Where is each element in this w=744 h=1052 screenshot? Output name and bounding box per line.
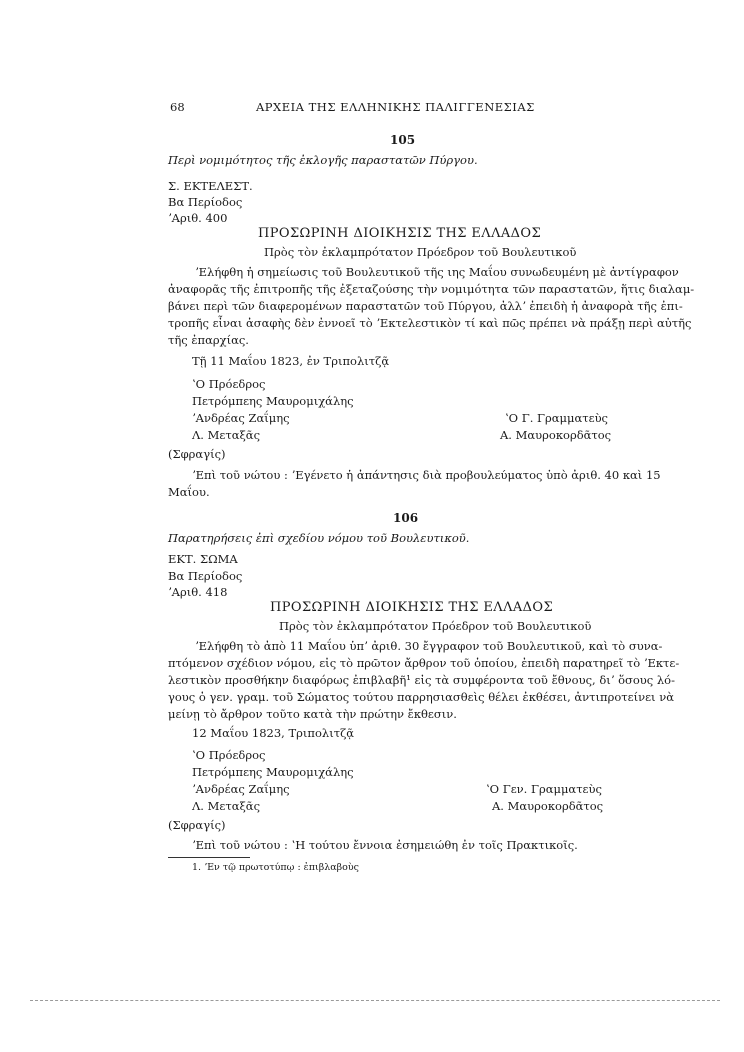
date-line: Τῇ 11 Μαΐου 1823, ἐν Τριπολιτζᾷ <box>192 354 390 368</box>
seal-mark: (Σφραγίς) <box>168 447 226 461</box>
sender-line: ΕΚΤ. ΣΩΜΑ <box>168 552 238 566</box>
body-line: μείνῃ τὸ ἄρθρον τοῦτο κατὰ τὴν πρώτην ἔκθεσιν. <box>168 707 457 721</box>
signatory-left: Λ. Μεταξᾶς <box>192 799 261 813</box>
body-line: λεστικὸν προσθήκην διαφόρως ἐπιβλαβῆ¹ εἰς τὰ συμφέροντα τοῦ ἔθνους, διʼ ὅσους λό- <box>168 673 675 687</box>
president-name: Πετρόμπεης Μαυρομιχάλης <box>192 394 354 408</box>
signatory-right: ʽΟ Γ. Γραμματεὺς <box>505 411 609 425</box>
signatory-right: ʽΟ Γεν. Γραμματεὺς <box>486 782 602 796</box>
document-subject-105: Περὶ νομιμότητος τῆς ἐκλογῆς παραστατῶν Πύργου. <box>168 153 478 167</box>
period-line: Βα Περίοδος <box>168 195 243 209</box>
signatory-right: Α. Μαυροκορδᾶτος <box>492 799 604 813</box>
signatory-left: Λ. Μεταξᾶς <box>192 428 261 442</box>
footnote-rule <box>168 857 250 858</box>
endorsement-line: Μαΐου. <box>168 485 210 499</box>
body-line: γους ὁ γεν. γραμ. τοῦ Σώματος τούτου παρρησιασθεὶς θέλει ἐκθέσει, ἀντιπροτείνει νὰ <box>168 690 674 704</box>
document-subject-106: Παρατηρήσεις ἐπὶ σχεδίου νόμου τοῦ Βουλευτικοῦ. <box>168 531 470 545</box>
sender-line: Σ. ΕΚΤΕΛΕΣΤ. <box>168 179 253 193</box>
page-number: 68 <box>170 100 185 114</box>
signatory-left: ʼΑνδρέας Ζαΐμης <box>192 411 290 425</box>
government-heading: ΠΡΟΣΩΡΙΝΗ ΔΙΟΙΚΗΣΙΣ ΤΗΣ ΕΛΛΑΔΟΣ <box>270 600 554 615</box>
period-line: Βα Περίοδος <box>168 569 243 583</box>
running-title: ΑΡΧΕΙΑ ΤΗΣ ΕΛΛΗΝΙΚΗΣ ΠΑΛΙΓΓΕΝΕΣΙΑΣ <box>256 100 535 114</box>
footnote: 1. ʼΕν τῷ πρωτοτύπῳ : ἐπιβλαβοὺς <box>192 862 359 873</box>
signatory-left: ʼΑνδρέας Ζαΐμης <box>192 782 290 796</box>
president-name: Πετρόμπεης Μαυρομιχάλης <box>192 765 354 779</box>
addressee-line: Πρὸς τὸν ἐκλαμπρότατον Πρόεδρον τοῦ Βουλευτικοῦ <box>264 245 577 259</box>
document-number-106: 106 <box>393 511 419 525</box>
scan-edge <box>30 1000 720 1001</box>
body-line: πτόμενον σχέδιον νόμου, εἰς τὸ πρῶτον ἄρθρον τοῦ ὁποίου, ἐπειδὴ παρατηρεῖ τὸ ʼΕκτε- <box>168 656 680 670</box>
signatory-right: Α. Μαυροκορδᾶτος <box>500 428 612 442</box>
body-line: βάνει περὶ τῶν διαφερομένων παραστατῶν τοῦ Πύργου, ἀλλʼ ἐπειδὴ ἡ ἀναφορὰ τῆς ἐπι- <box>168 299 683 313</box>
endorsement-line: ʼΕπὶ τοῦ νώτου : ʽΗ τούτου ἔννοια ἐσημειώθη ἐν τοῖς Πρακτικοῖς. <box>192 838 578 852</box>
seal-mark: (Σφραγίς) <box>168 818 226 832</box>
body-line: ἀναφορᾶς τῆς ἐπιτροπῆς τῆς ἐξεταζούσης τὴν νομιμότητα τῶν παραστατῶν, ἥτις διαλαμ- <box>168 282 695 296</box>
president-title: ʽΟ Πρόεδρος <box>192 377 266 391</box>
date-line: 12 Μαΐου 1823, Τριπολιτζᾷ <box>192 726 355 740</box>
body-line: τροπῆς εἶναι ἀσαφὴς δὲν ἐννοεῖ τὸ ʼΕκτελεστικὸν τί καὶ πῶς πρέπει νὰ πράξῃ περὶ αὐτῆς <box>168 316 692 330</box>
reference-number-line: ʼΑριθ. 400 <box>168 211 228 225</box>
document-number-105: 105 <box>390 133 416 147</box>
government-heading: ΠΡΟΣΩΡΙΝΗ ΔΙΟΙΚΗΣΙΣ ΤΗΣ ΕΛΛΑΔΟΣ <box>258 226 542 241</box>
endorsement-line: ʼΕπὶ τοῦ νώτου : ʼΕγένετο ἡ ἀπάντησις διὰ προβουλεύματος ὑπὸ ἀριθ. 40 καὶ 15 <box>192 468 661 482</box>
body-line: τῆς ἐπαρχίας. <box>168 333 249 347</box>
body-line: ʼΕλήφθη τὸ ἀπὸ 11 Μαΐου ὑπʼ ἀριθ. 30 ἔγγραφον τοῦ Βουλευτικοῦ, καὶ τὸ συνα- <box>195 639 663 653</box>
president-title: ʽΟ Πρόεδρος <box>192 748 266 762</box>
addressee-line: Πρὸς τὸν ἐκλαμπρότατον Πρόεδρον τοῦ Βουλευτικοῦ <box>279 619 592 633</box>
reference-number-line: ʼΑριθ. 418 <box>168 585 228 599</box>
body-line: ʼΕλήφθη ἡ σημείωσις τοῦ Βουλευτικοῦ τῆς ιης Μαΐου συνωδευμένη μὲ ἀντίγραφον <box>195 265 679 279</box>
